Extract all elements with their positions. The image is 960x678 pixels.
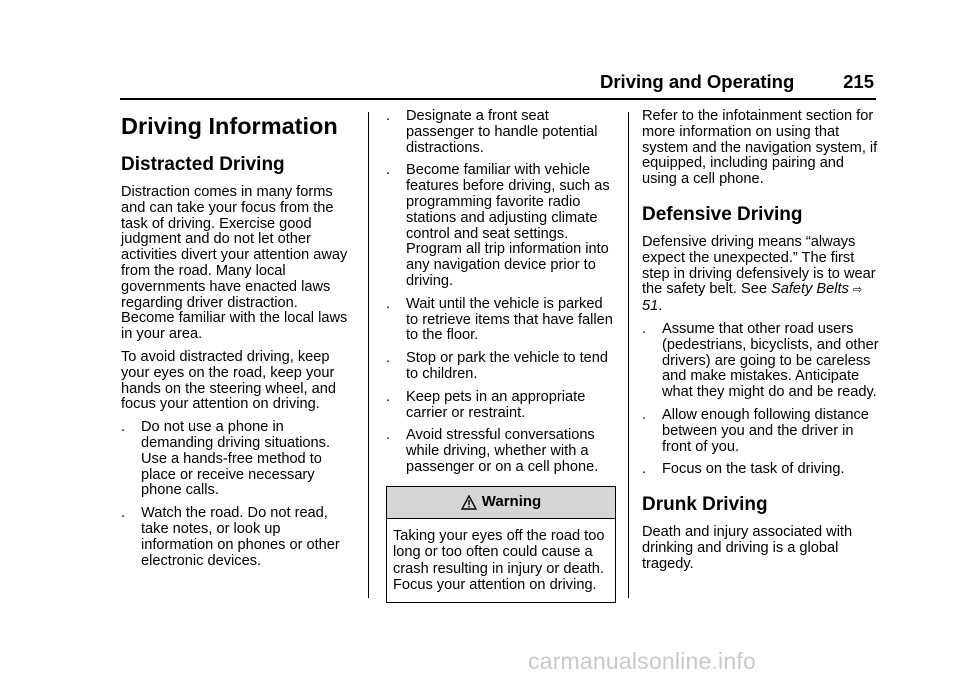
bullet-mark: . — [386, 162, 391, 179]
warning-icon — [461, 495, 477, 510]
list-item — [386, 428, 616, 475]
bullet-mark: . — [121, 419, 126, 436]
list-item-text: Stop or park the vehicle to tend to children. — [406, 350, 609, 382]
list-item-text: Keep pets in an appropriate carrier or restraint. — [406, 388, 586, 421]
bullet-mark: . — [386, 388, 391, 405]
list-item-text: Watch the road. Do not read, take notes, or look up information on phones or other electronic devices. — [141, 505, 340, 569]
list-item-text: Become familiar with vehicle features before driving, such as programming favorite radio stations and adjusting climate control and seat settings. Program all trip information into any navigation device prior to driving. — [406, 162, 610, 289]
watermark: carmanualsonline.info — [528, 648, 756, 674]
warning-header — [387, 487, 615, 519]
column-middle — [386, 109, 616, 603]
page-number: 215 — [843, 71, 874, 92]
list-item — [642, 408, 880, 455]
paragraph: Defensive driving means “always expect the unexpected.” The first step in driving defensively is to wear the safety belt. See Safety Belts ⇨ 51. — [642, 233, 876, 315]
page-title: Driving Information — [121, 113, 338, 139]
section-title: Driving and Operating — [600, 71, 795, 92]
list-item — [121, 506, 355, 569]
bullet-mark: . — [386, 108, 391, 124]
list-item-text: Focus on the task of driving. — [662, 461, 845, 478]
section-heading-distracted: Distracted Driving — [121, 154, 285, 175]
list-item-text: Assume that other road users (pedestrians, bicyclists, and other drivers) are going to be careless and make mistakes. Anticipate what they might do and be ready. — [662, 320, 879, 401]
list-item — [121, 420, 355, 499]
paragraph: Death and injury associated with drinking and driving is a global tragedy. — [642, 524, 853, 572]
list-item — [642, 322, 880, 401]
list-item — [386, 390, 616, 422]
list-item-text: Do not use a phone in demanding driving situations. Use a hands-free method to place or receive necessary phone calls. — [141, 419, 331, 499]
column-divider — [368, 112, 369, 598]
warning-title: Warning — [481, 493, 542, 511]
xref-arrow-icon: ⇨ — [852, 284, 863, 297]
paragraph: To avoid distracted driving, keep your eyes on the road, keep your hands on the steering wheel, and focus your attention on driving. — [121, 348, 337, 413]
bullet-mark: . — [121, 505, 126, 522]
list-item-text: Allow enough following distance between you and the driver in front of you. — [662, 406, 869, 455]
column-right — [642, 109, 880, 580]
xref-page-number[interactable]: 51 — [642, 298, 659, 315]
bullet-mark: . — [386, 350, 391, 367]
list-item — [386, 109, 616, 156]
defensive-text: Defensive driving means “always expect the unexpected.” The first step in driving defensively is to wear the safety belt. See — [642, 233, 876, 298]
warning-text: Taking your eyes off the road too long or too often could cause a crash resulting in injury or death. Focus your attention on driving. — [393, 527, 605, 594]
list-item — [642, 462, 880, 478]
column-left — [121, 112, 355, 576]
section-heading-drunk: Drunk Driving — [642, 494, 768, 516]
bullet-mark: . — [386, 427, 391, 444]
list-item-text: Avoid stressful conversations while driving, whether with a passenger or on a cell phone. — [406, 427, 599, 475]
paragraph: Refer to the infotainment section for more information on using that system and the navigation system, if equipped, including pairing and using a cell phone. — [642, 108, 878, 188]
list-item — [386, 163, 616, 289]
list-item-text: Wait until the vehicle is parked to retrieve items that have fallen to the floor. — [406, 295, 613, 344]
column-divider — [628, 112, 629, 598]
list-item-text: Designate a front seat passenger to handle potential distractions. — [406, 108, 598, 156]
bullet-mark: . — [642, 461, 647, 478]
bullet-mark: . — [642, 320, 647, 337]
bullet-mark: . — [642, 406, 647, 423]
bullet-mark: . — [386, 295, 391, 312]
list-item — [386, 351, 616, 383]
section-heading-defensive: Defensive Driving — [642, 203, 803, 225]
safety-belts-link[interactable]: Safety Belts — [771, 281, 849, 298]
list-item — [386, 297, 616, 344]
page-header — [600, 71, 874, 93]
warning-box — [386, 486, 616, 603]
paragraph: Distraction comes in many forms and can take your focus from the task of driving. Exercise good judgment and do not let other activities divert your attention away from the road. Many local governments have enacted laws regarding driver distraction. Become familiar with the local laws in your area. — [121, 184, 348, 343]
header-rule — [120, 98, 876, 100]
